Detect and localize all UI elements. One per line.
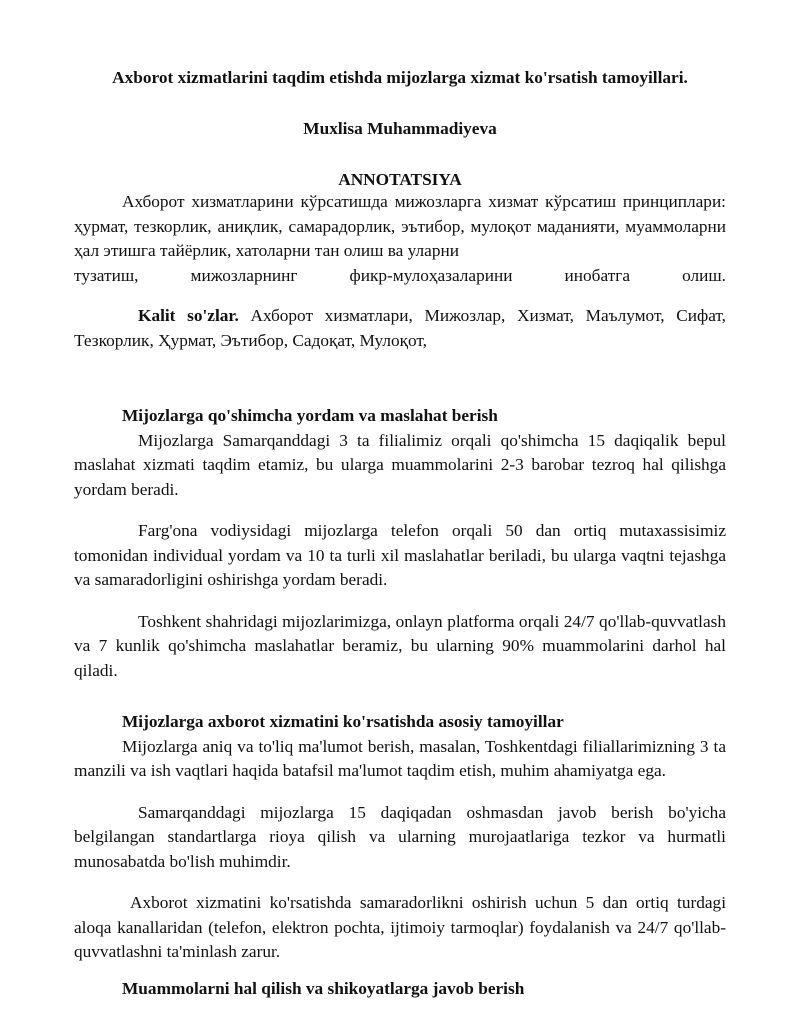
author-name: Muxlisa Muhammadiyeva xyxy=(303,119,497,138)
section2 xyxy=(74,710,726,965)
keywords-paragraph xyxy=(74,304,726,353)
section2-paragraph: Samarqanddagi mijozlarga 15 daqiqadan oshmasdan javob berish bo'yicha belgilangan standartlarga rioya qilish va ularning murojaatlariga tezkor va hurmatli munosabatda bo'lish muhimdir. xyxy=(74,802,726,871)
section1-paragraph: Toshkent shahridagi mijozlarimizga, onlayn platforma orqali 24/7 qo'llab-quvvatlash va 7 kunlik qo'shimcha maslahatlar beramiz, bu ularning 90% muammolarini darhol hal qiladi. xyxy=(74,611,726,680)
annotation-word: фикр-мулоҳазаларини xyxy=(349,265,513,285)
keywords xyxy=(74,304,726,353)
document-title: Axborot xizmatlarini taqdim etishda mijozlarga xizmat ko'rsatish tamoyillari. xyxy=(112,68,688,87)
annotation-paragraph xyxy=(74,190,726,288)
section2-paragraph: Axborot xizmatini ko'rsatishda samaradorlikni oshirish uchun 5 dan ortiq turdagi aloqa kanallaridan (telefon, elektron pochta, ijtimoiy tarmoqlar) foydalanish va 24/7 qo'llab-quvvatlashni ta'minlash zarur. xyxy=(74,893,726,961)
section2-paragraph: Mijozlarga aniq va to'liq ma'lumot berish, masalan, Toshkentdagi filiallarimizning 3 ta manzili va ish vaqtlari haqida batafsil ma'lumot taqdim etish, muhim ahamiyatga ega. xyxy=(74,736,726,780)
section2-heading: Mijozlarga axborot xizmatini ko'rsatishda asosiy tamoyillar xyxy=(122,712,564,731)
annotation-heading: ANNOTATSIYA xyxy=(338,170,462,189)
annotation-word: тузатиш, xyxy=(74,265,139,285)
section1 xyxy=(74,404,726,683)
section1-heading: Mijozlarga qo'shimcha yordam va maslahat berish xyxy=(122,406,498,425)
annotation-body: Ахборот хизматларини кўрсатишда мижозларга хизмат кўрсатиш принциплари: ҳурмат, тезкорлик, аниқлик, самарадорлик, эътибор, мулоқот маданияти, муаммоларни ҳал этишга тайёрлик, хатоларни тан олиш ва уларни xyxy=(74,192,726,260)
section3 xyxy=(74,977,726,1002)
annotation-word: инобатга xyxy=(564,265,631,285)
section3-heading: Muammolarni hal qilish va shikoyatlarga javob berish xyxy=(122,979,525,998)
section1-paragraph: Mijozlarga Samarqanddagi 3 ta filialimiz orqali qo'shimcha 15 daqiqalik bepul maslahat xizmati taqdim etamiz, bu ularga muammolarini 2-3 barobar tezroq hal qilishga yordam beradi. xyxy=(74,430,726,499)
keywords-label: Kalit so'zlar. xyxy=(138,306,239,325)
annotation-word: олиш. xyxy=(682,265,726,285)
annotation-word: мижозларнинг xyxy=(190,265,298,285)
keywords-text: Ахборот хизматлари, Мижозлар, Хизмат, Маълумот, Сифат, Тезкорлик, Ҳурмат, Эътибор, Садоқат, Мулоқот, xyxy=(74,306,726,350)
section1-paragraph: Farg'ona vodiysidagi mijozlarga telefon orqali 50 dan ortiq mutaxassisimiz tomonidan individual yordam va 10 ta turli xil maslahatlar beriladi, bu ularga vaqtni tejashga va samaradorligini oshirishga yordam beradi. xyxy=(74,521,726,589)
annotation-last-line xyxy=(74,264,726,289)
